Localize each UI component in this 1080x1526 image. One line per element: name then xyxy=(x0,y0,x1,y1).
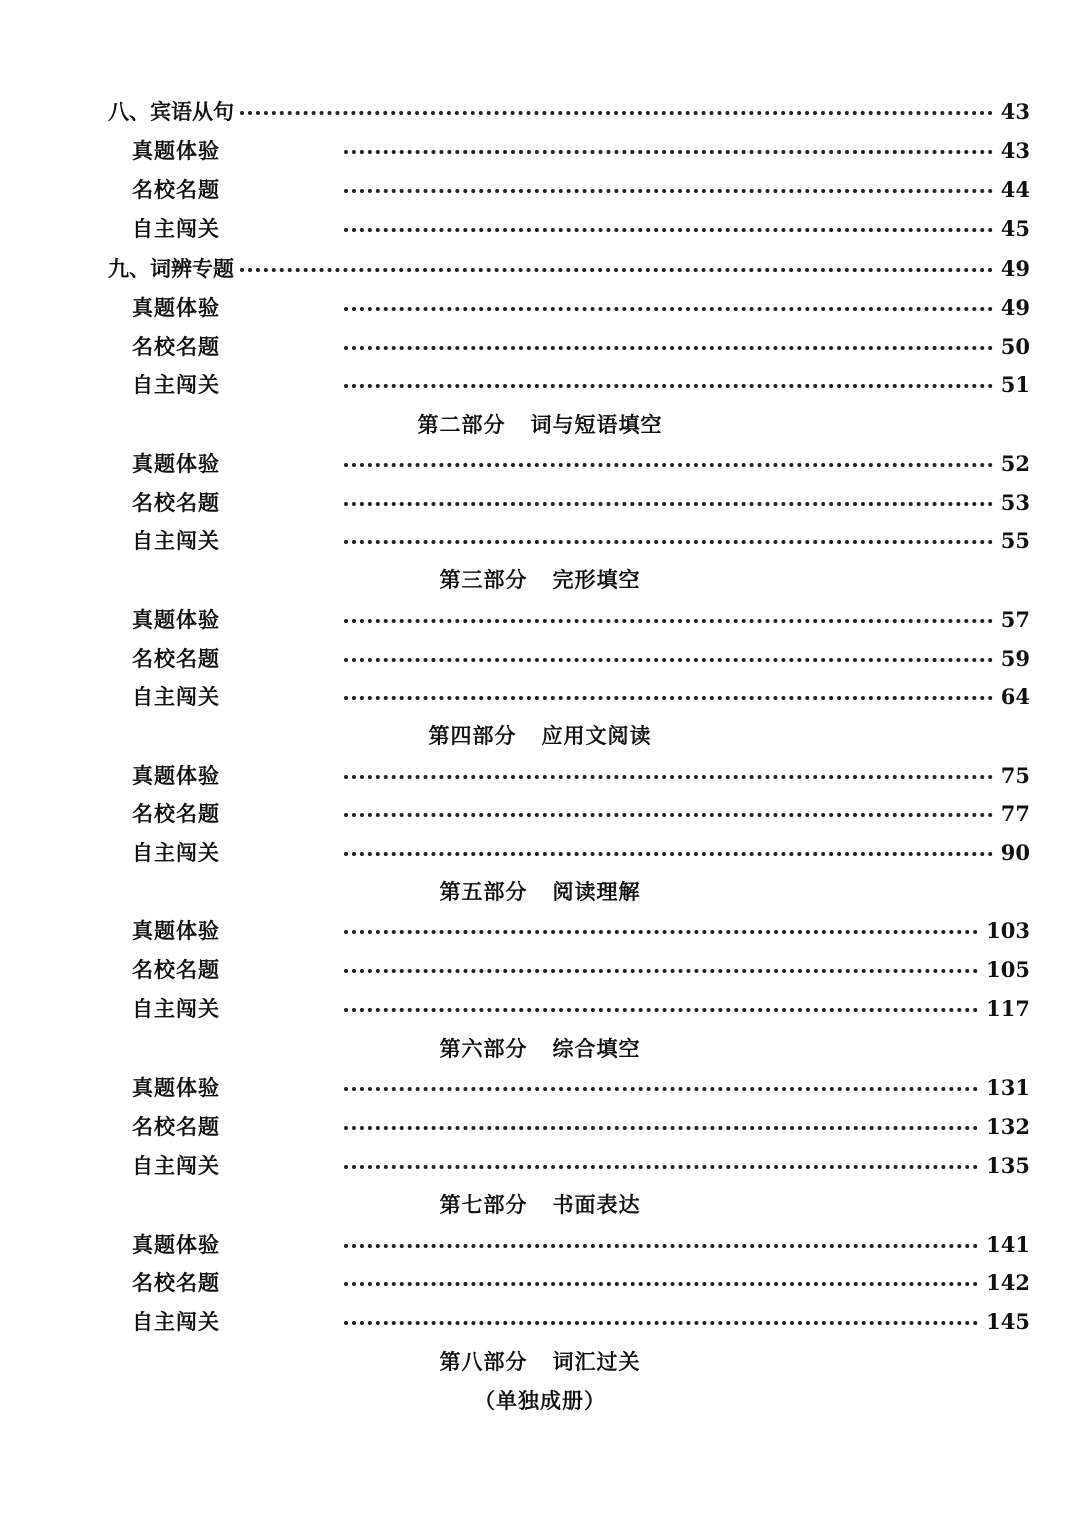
section-number: 第四部分 xyxy=(428,723,517,748)
toc-page-number: 75 xyxy=(1000,762,1030,788)
toc-page-number: 44 xyxy=(1000,176,1030,202)
toc-subentry-label: 名校名题 xyxy=(132,957,220,982)
leader-dots xyxy=(344,1008,978,1012)
toc-subentry[interactable] xyxy=(108,1071,1030,1103)
toc-subentry-label: 真题体验 xyxy=(132,295,220,320)
toc-page-number: 90 xyxy=(1000,839,1030,865)
section-number: 第六部分 xyxy=(439,1036,528,1061)
toc-subentry[interactable] xyxy=(108,914,1030,946)
toc-subentry-label: 真题体验 xyxy=(132,1232,220,1257)
toc-subentry[interactable] xyxy=(108,1228,1030,1260)
toc-page-number: 142 xyxy=(986,1269,1030,1295)
section-number: 第八部分 xyxy=(439,1349,528,1374)
leader-dots xyxy=(240,268,993,272)
leader-dots xyxy=(344,1321,978,1325)
section-heading-part-7[interactable] xyxy=(0,1189,1080,1219)
leader-dots xyxy=(344,384,993,388)
leader-dots xyxy=(344,775,993,779)
section-number: 第五部分 xyxy=(439,879,528,904)
toc-entry-label: 九、词辨专题 xyxy=(108,256,234,281)
section-title: 书面表达 xyxy=(552,1192,641,1217)
leader-dots xyxy=(344,307,993,311)
toc-subentry[interactable] xyxy=(108,759,1030,791)
toc-subentry-label: 自主闯关 xyxy=(132,1309,220,1334)
toc-page-number: 77 xyxy=(1000,800,1030,826)
toc-subentry-label: 真题体验 xyxy=(132,763,220,788)
toc-subentry-label: 自主闯关 xyxy=(132,528,220,553)
leader-dots xyxy=(344,1087,978,1091)
toc-page-number: 43 xyxy=(1000,137,1030,163)
toc-subentry-label: 真题体验 xyxy=(132,1075,220,1100)
section-title: 词与短语填空 xyxy=(530,412,663,437)
leader-dots xyxy=(344,969,978,973)
toc-subentry-label: 名校名题 xyxy=(132,646,220,671)
toc-subentry[interactable] xyxy=(108,953,1030,985)
toc-page-number: 50 xyxy=(1000,333,1030,359)
toc-subentry-label: 名校名题 xyxy=(132,177,220,202)
toc-page-number: 52 xyxy=(1000,450,1030,476)
toc-subentry-label: 名校名题 xyxy=(132,490,220,515)
toc-subentry[interactable] xyxy=(108,642,1030,674)
toc-subentry-label: 自主闯关 xyxy=(132,216,220,241)
section-heading-part-2[interactable] xyxy=(0,409,1080,439)
toc-subentry[interactable] xyxy=(108,291,1030,323)
toc-subentry-label: 自主闯关 xyxy=(132,372,220,397)
toc-subentry-label: 自主闯关 xyxy=(132,840,220,865)
toc-page-number: 105 xyxy=(986,956,1030,982)
toc-subentry-label: 名校名题 xyxy=(132,334,220,359)
toc-page-number: 131 xyxy=(986,1074,1030,1100)
leader-dots xyxy=(344,1244,978,1248)
toc-page-number: 55 xyxy=(1000,527,1030,553)
toc-subentry[interactable] xyxy=(108,486,1030,518)
toc-subentry[interactable] xyxy=(108,1110,1030,1142)
leader-dots xyxy=(344,852,993,856)
toc-subentry[interactable] xyxy=(108,212,1030,244)
section-title: 完形填空 xyxy=(552,567,641,592)
leader-dots xyxy=(344,1165,978,1169)
toc-subentry-label: 真题体验 xyxy=(132,138,220,163)
toc-subentry-label: 真题体验 xyxy=(132,918,220,943)
toc-page-number: 43 xyxy=(1000,98,1030,124)
toc-subentry-label: 自主闯关 xyxy=(132,1153,220,1178)
section-heading-part-3[interactable] xyxy=(0,564,1080,594)
toc-subentry-label: 自主闯关 xyxy=(132,996,220,1021)
toc-subentry-label: 真题体验 xyxy=(132,607,220,632)
toc-subentry[interactable] xyxy=(108,797,1030,829)
toc-subentry[interactable] xyxy=(108,1149,1030,1181)
toc-subentry-label: 自主闯关 xyxy=(132,684,220,709)
toc-page-number: 103 xyxy=(986,917,1030,943)
leader-dots xyxy=(344,813,993,817)
toc-subentry-label: 真题体验 xyxy=(132,451,220,476)
leader-dots xyxy=(240,111,993,115)
toc-entry-label: 八、宾语从句 xyxy=(108,99,234,124)
section-heading-part-4[interactable] xyxy=(0,720,1080,750)
section-number: 第二部分 xyxy=(417,412,506,437)
section-heading-part-6[interactable] xyxy=(0,1033,1080,1063)
leader-dots xyxy=(344,696,993,700)
leader-dots xyxy=(344,189,993,193)
toc-subentry[interactable] xyxy=(108,173,1030,205)
toc-subentry[interactable] xyxy=(108,1266,1030,1298)
separate-volume-note: （单独成册） xyxy=(474,1388,606,1413)
toc-page-number: 57 xyxy=(1000,606,1030,632)
toc-subentry[interactable] xyxy=(108,836,1030,868)
leader-dots xyxy=(344,502,993,506)
leader-dots xyxy=(344,228,993,232)
toc-page-number: 51 xyxy=(1000,371,1030,397)
toc-page-number: 64 xyxy=(1000,683,1030,709)
toc-page-number: 59 xyxy=(1000,645,1030,671)
section-number: 第七部分 xyxy=(439,1192,528,1217)
section-heading-part-5[interactable] xyxy=(0,876,1080,906)
toc-subentry-label: 名校名题 xyxy=(132,1114,220,1139)
toc-subentry-label: 名校名题 xyxy=(132,801,220,826)
toc-subentry[interactable] xyxy=(108,330,1030,362)
toc-subentry[interactable] xyxy=(108,603,1030,635)
leader-dots xyxy=(344,150,993,154)
toc-subentry[interactable] xyxy=(108,1305,1030,1337)
section-title: 应用文阅读 xyxy=(541,723,652,748)
toc-page-number: 117 xyxy=(986,995,1030,1021)
toc-page-number: 45 xyxy=(1000,215,1030,241)
section-heading-part-8[interactable] xyxy=(0,1346,1080,1376)
toc-subentry-label: 名校名题 xyxy=(132,1270,220,1295)
leader-dots xyxy=(344,1126,978,1130)
section-number: 第三部分 xyxy=(439,567,528,592)
toc-page-number: 49 xyxy=(1000,294,1030,320)
toc-page-number: 141 xyxy=(986,1231,1030,1257)
toc-subentry[interactable] xyxy=(108,368,1030,400)
toc-entry-object-clause[interactable] xyxy=(108,95,1030,127)
toc-page-number: 49 xyxy=(1000,255,1030,281)
leader-dots xyxy=(344,930,978,934)
leader-dots xyxy=(344,463,993,467)
toc-page-number: 135 xyxy=(986,1152,1030,1178)
toc-entry-word-discrimination[interactable] xyxy=(108,252,1030,284)
leader-dots xyxy=(344,619,993,623)
leader-dots xyxy=(344,346,993,350)
toc-subentry[interactable] xyxy=(108,680,1030,712)
section-title: 阅读理解 xyxy=(552,879,641,904)
toc-page-number: 145 xyxy=(986,1308,1030,1334)
section-title: 综合填空 xyxy=(552,1036,641,1061)
toc-page-number: 132 xyxy=(986,1113,1030,1139)
leader-dots xyxy=(344,540,993,544)
section-title: 词汇过关 xyxy=(552,1349,641,1374)
toc-subentry[interactable] xyxy=(108,134,1030,166)
toc-subentry[interactable] xyxy=(108,447,1030,479)
toc-subentry[interactable] xyxy=(108,992,1030,1024)
toc-subentry[interactable] xyxy=(108,524,1030,556)
leader-dots xyxy=(344,1282,978,1286)
toc-page-number: 53 xyxy=(1000,489,1030,515)
leader-dots xyxy=(344,658,993,662)
